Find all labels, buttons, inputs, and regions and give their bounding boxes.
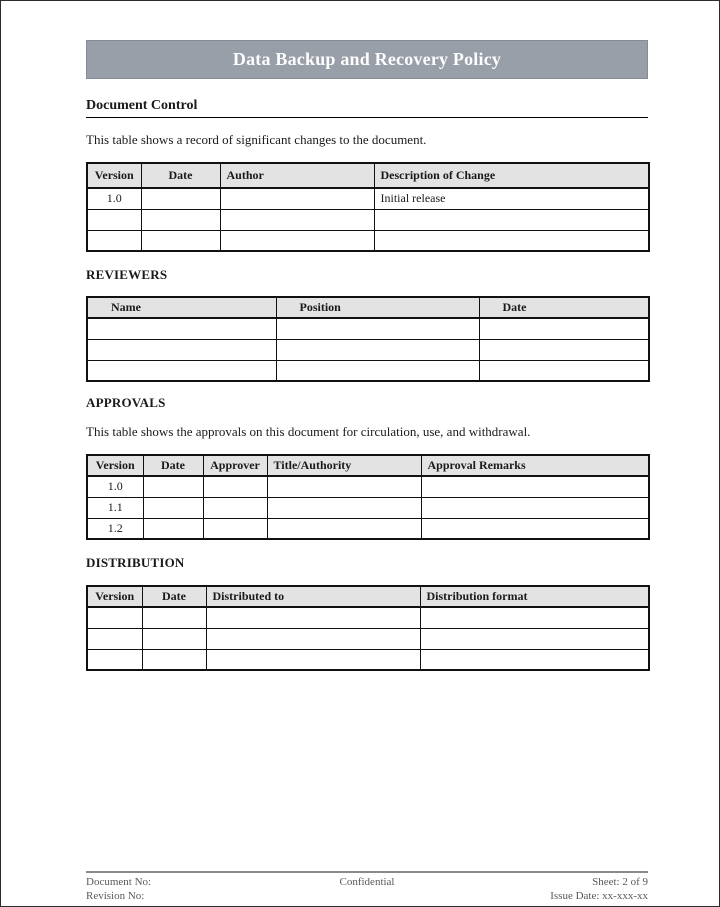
table-cell xyxy=(141,188,220,209)
table-cell xyxy=(479,360,649,381)
column-header: Version xyxy=(87,455,143,476)
table-cell xyxy=(421,497,649,518)
table-cell xyxy=(143,476,203,497)
table-row xyxy=(87,518,649,539)
column-header: Date xyxy=(479,297,649,318)
column-header: Position xyxy=(276,297,479,318)
document-no-label: Document No: xyxy=(86,876,152,888)
table-cell: 1.0 xyxy=(87,476,143,497)
table-cell xyxy=(142,649,206,670)
column-header: Approver xyxy=(203,455,267,476)
approvals-intro-text: This table shows the approvals on this document for circulation, use, and withdrawal. xyxy=(86,424,531,439)
column-header: Version xyxy=(87,586,142,607)
table-cell xyxy=(87,607,142,628)
column-header: Distributed to xyxy=(206,586,420,607)
footer-left-block xyxy=(86,875,340,903)
table-cell xyxy=(87,339,276,360)
table-row xyxy=(87,360,649,381)
document-control-intro-text: This table shows a record of significant changes to the document. xyxy=(86,132,427,147)
header-row xyxy=(87,163,649,188)
table-cell xyxy=(276,318,479,339)
table-cell xyxy=(206,628,420,649)
section-heading-approvals: APPROVALS xyxy=(86,395,166,410)
table-cell xyxy=(87,318,276,339)
column-header: Name xyxy=(87,297,276,318)
approvals-table xyxy=(86,454,650,540)
table-row xyxy=(87,188,649,209)
table-row xyxy=(87,497,649,518)
table-cell xyxy=(421,476,649,497)
table-cell xyxy=(374,230,649,251)
table-row xyxy=(87,230,649,251)
table-cell xyxy=(267,476,421,497)
column-header: Version xyxy=(87,163,141,188)
header-row xyxy=(87,297,649,318)
distribution-table xyxy=(86,585,650,671)
table-cell: 1.1 xyxy=(87,497,143,518)
table-cell xyxy=(87,209,141,230)
table-cell xyxy=(267,497,421,518)
column-header: Date xyxy=(141,163,220,188)
section-heading-document-control: Document Control xyxy=(86,98,648,118)
reviewers-table xyxy=(86,296,650,382)
table-cell xyxy=(87,649,142,670)
table-cell xyxy=(220,209,374,230)
header-row xyxy=(87,455,649,476)
table-row xyxy=(87,476,649,497)
revision-no-label: Revision No: xyxy=(86,890,145,902)
page-content xyxy=(86,40,648,671)
column-header: Title/Authority xyxy=(267,455,421,476)
table-cell xyxy=(206,649,420,670)
column-header: Approval Remarks xyxy=(421,455,649,476)
header-row xyxy=(87,586,649,607)
table-cell xyxy=(220,230,374,251)
table-cell xyxy=(141,209,220,230)
issue-date: Issue Date: xx-xxx-xx xyxy=(550,890,648,902)
table-cell xyxy=(420,628,649,649)
table-cell: Initial release xyxy=(374,188,649,209)
section-heading-distribution: DISTRIBUTION xyxy=(86,555,185,570)
table-cell xyxy=(142,607,206,628)
table-cell xyxy=(420,649,649,670)
table-cell xyxy=(479,339,649,360)
table-row xyxy=(87,649,649,670)
column-header: Distribution format xyxy=(420,586,649,607)
table-cell xyxy=(143,497,203,518)
page-footer xyxy=(86,871,648,903)
table-cell: 1.2 xyxy=(87,518,143,539)
column-header: Description of Change xyxy=(374,163,649,188)
table-cell xyxy=(420,607,649,628)
table-cell xyxy=(141,230,220,251)
table-cell xyxy=(276,339,479,360)
table-cell: 1.0 xyxy=(87,188,141,209)
table-cell xyxy=(203,497,267,518)
confidential-label: Confidential xyxy=(339,876,395,888)
column-header: Date xyxy=(142,586,206,607)
table-cell xyxy=(203,476,267,497)
table-row xyxy=(87,628,649,649)
table-cell xyxy=(479,318,649,339)
footer-right-block xyxy=(395,875,649,903)
change-record-table xyxy=(86,162,650,252)
table-cell xyxy=(267,518,421,539)
table-row xyxy=(87,318,649,339)
table-row xyxy=(87,209,649,230)
table-cell xyxy=(220,188,374,209)
table-row xyxy=(87,607,649,628)
table-cell xyxy=(374,209,649,230)
table-cell xyxy=(87,230,141,251)
document-title-banner: Data Backup and Recovery Policy xyxy=(86,40,648,79)
table-cell xyxy=(87,360,276,381)
column-header: Author xyxy=(220,163,374,188)
table-cell xyxy=(142,628,206,649)
sheet-number: Sheet: 2 of 9 xyxy=(592,876,648,888)
column-header: Date xyxy=(143,455,203,476)
table-cell xyxy=(87,628,142,649)
table-cell xyxy=(143,518,203,539)
table-cell xyxy=(203,518,267,539)
section-heading-reviewers: REVIEWERS xyxy=(86,267,168,282)
table-cell xyxy=(276,360,479,381)
table-cell xyxy=(421,518,649,539)
table-row xyxy=(87,339,649,360)
table-cell xyxy=(206,607,420,628)
